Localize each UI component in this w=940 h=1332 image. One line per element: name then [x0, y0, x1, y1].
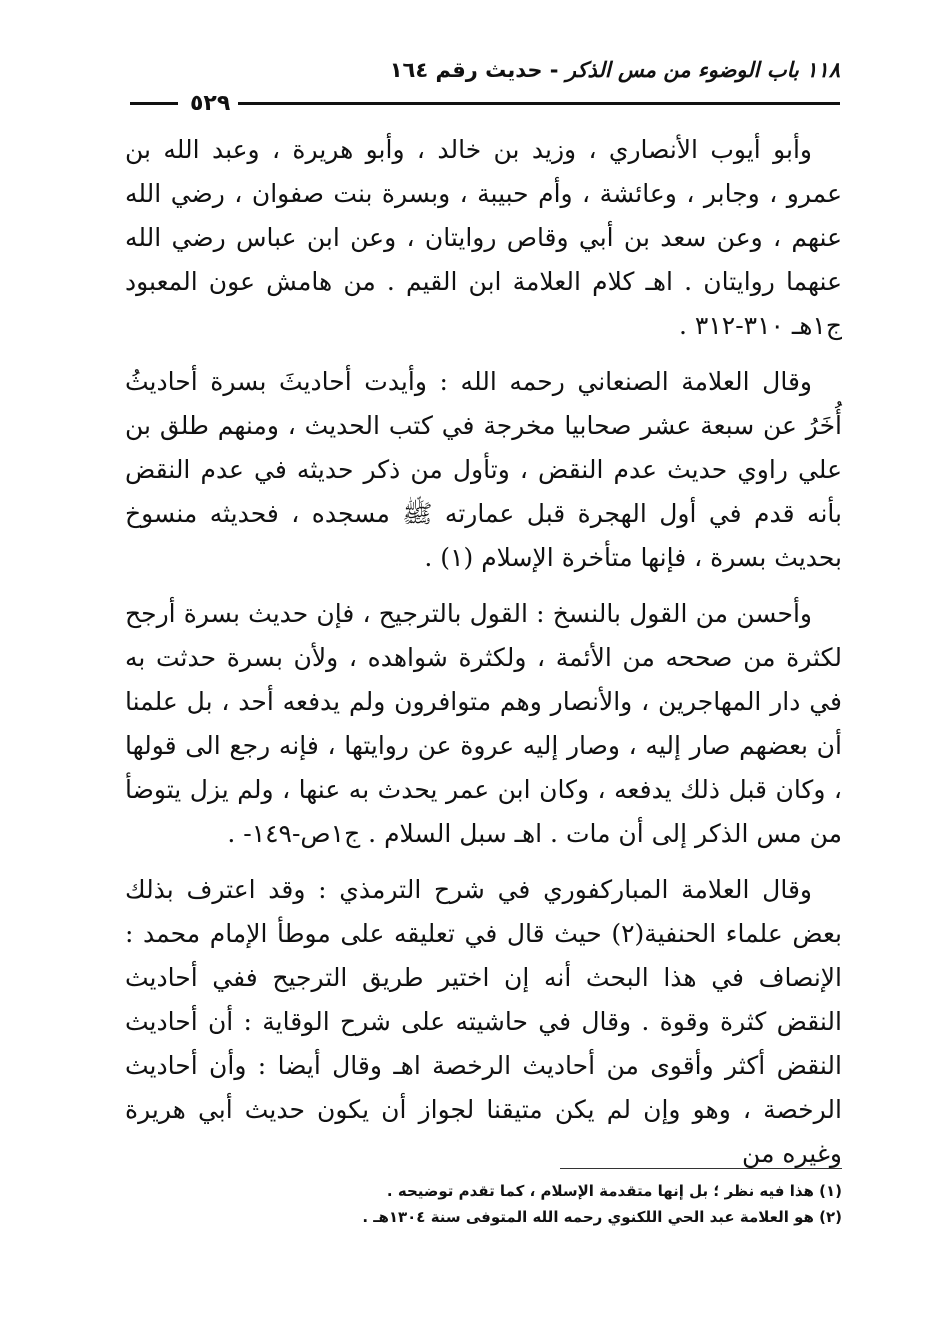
paragraph-1: وأبو أيوب الأنصاري ، وزيد بن خالد ، وأبو هريرة ، وعبد الله بن عمرو ، وجابر ، وعائشة ، وأم حبيبة ، وبسرة بنت صفوان ، رضي الله عنهم ، وعن سعد بن أبي وقاص روايتان ، وعن ابن عباس رضي الله عنهما روايتان . اهـ كلام العلامة ابن القيم . من هامش عون المعبود ج١هـ ٣١٠-٣١٢ .: [125, 135, 842, 340]
header-rule: [120, 91, 840, 116]
header-rule-right: [238, 102, 840, 105]
paragraph-4: وقال العلامة المباركفوري في شرح الترمذي : وقد اعترف بذلك بعض علماء الحنفية(٢) حيث قال في تعليقه على موطأ الإمام محمد : الإنصاف في هذا البحث أنه إن اختير طريق الترجيح ففي أحاديث النقض كثرة وقوة . وقال في حاشيته على شرح الوقاية : أن أحاديث النقض أكثر وأقوى من أحاديث الرخصة اهـ وقال أيضا : وأن أحاديث الرخصة ، وهو وإن لم يكن متيقنا لجواز أن يكون حديث أبي هريرة وغيره من: [125, 875, 842, 1168]
footnote-separator: [560, 1168, 842, 1169]
hadith-reference: - حديث رقم ١٦٤: [389, 58, 559, 82]
page-number: ٥٢٩: [190, 91, 231, 116]
page-header: [120, 58, 840, 114]
footnote-2: (٢) هو العلامة عبد الحي اللكنوي رحمه الله المتوفى سنة ١٣٠٤هـ .: [362, 1208, 842, 1226]
footnotes: [125, 1178, 842, 1230]
main-text: [125, 128, 842, 1188]
footnote-1: (١) هذا فيه نظر ؛ بل إنها متقدمة الإسلام ، كما تقدم توضيحه .: [386, 1182, 842, 1200]
paragraph-2: وقال العلامة الصنعاني رحمه الله : وأيدت أحاديثَ بسرة أحاديثُ أُخَرُ عن سبعة عشر صحابيا مخرجة في كتب الحديث ، ومنهم طلق بن علي راوي حديث عدم النقض ، وتأول من ذكر حديثه في عدم النقض بأنه قدم في أول الهجرة قبل عمارته ﷺ مسجده ، فحديثه منسوخ بحديث بسرة ، فإنها متأخرة الإسلام (١) .: [125, 367, 842, 572]
paragraph-3: وأحسن من القول بالنسخ : القول بالترجيح ، فإن حديث بسرة أرجح لكثرة من صححه من الأئمة ، ولكثرة شواهده ، ولأن بسرة حدثت به في دار المهاجرين ، والأنصار وهم متوافرون ولم يدفعه أحد ، بل علمنا أن بعضهم صار إليه ، وصار إليه عروة عن روايتها ، فإنه رجع الى قولها ، وكان قبل ذلك يدفعه ، وكان ابن عمر يحدث به عنها ، ولم يزل يتوضأ من مس الذكر إلى أن مات . اهـ سبل السلام . ج١ص-١٤٩- .: [125, 599, 842, 848]
running-head: [390, 58, 840, 82]
header-rule-left: [130, 102, 178, 105]
chapter-title: ١١٨ باب الوضوء من مس الذكر: [565, 58, 840, 82]
